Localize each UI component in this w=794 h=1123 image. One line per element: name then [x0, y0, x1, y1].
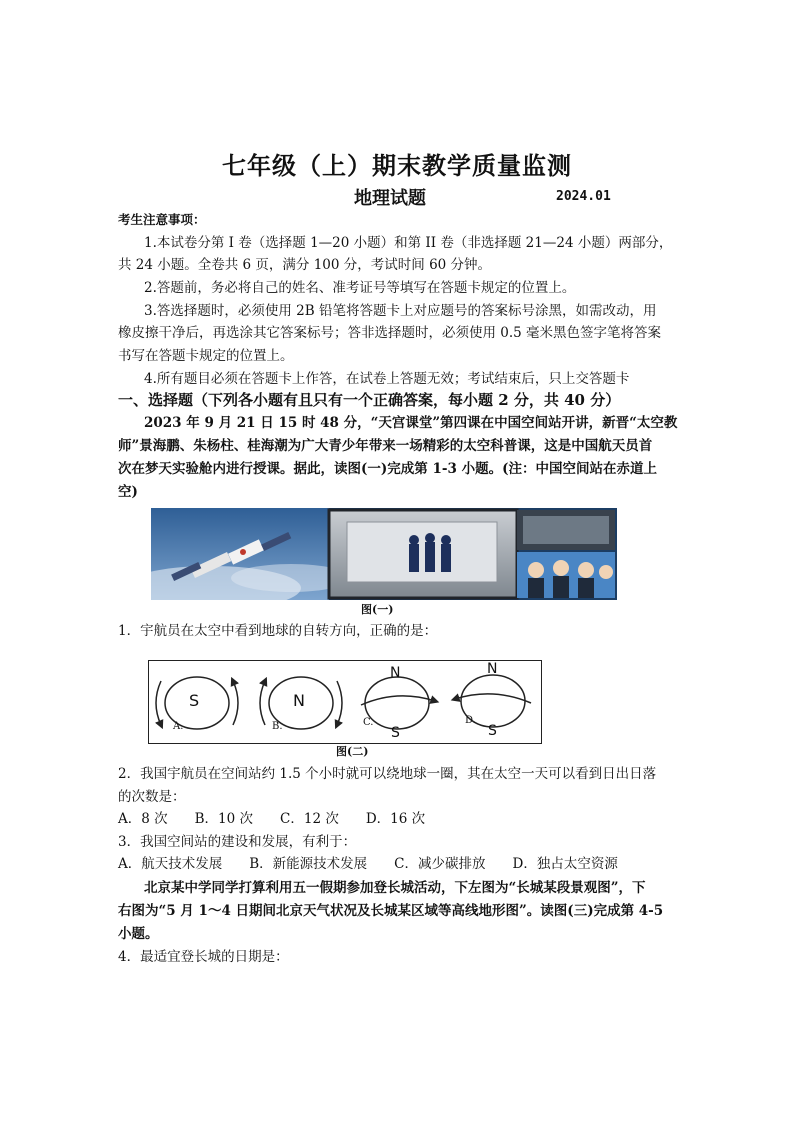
option-d-label: D. — [465, 715, 476, 726]
option-b-label: B. — [272, 721, 283, 732]
question-2-options: A．8 次 B．10 次 C．12 次 D．16 次 — [118, 811, 426, 827]
question-2-cont: 的次数是： — [118, 789, 186, 805]
intro-line: 次在梦天实验舱内进行授课。据此，读图(一)完成第 1-3 小题。(注：中国空间站在赤道上 — [118, 461, 657, 477]
exam-date: 2024.01 — [556, 189, 611, 204]
question-4: 4．最适宜登长城的日期是： — [118, 949, 289, 965]
option-d-south: S — [488, 723, 497, 739]
option-c-label: C. — [363, 717, 374, 728]
question-3: 3．我国空间站的建设和发展，有利于： — [118, 834, 357, 850]
notice-line: 1.本试卷分第 I 卷（选择题 1—20 小题）和第 II 卷（非选择题 21—24 小题）两部分， — [144, 235, 673, 251]
notice-line: 书写在答题卡规定的位置上。 — [118, 348, 294, 364]
intro-line: 2023 年 9 月 21 日 15 时 48 分，“天宫课堂”第四课在中国空间站开讲，新晋“太空教 — [144, 415, 678, 431]
notice-line: 3.答选择题时，必须使用 2B 铅笔将答题卡上对应题号的答案标号涂黑，如需改动，用 — [144, 303, 657, 319]
intro2-line: 小题。 — [118, 926, 159, 942]
exam-title: 七年级（上）期末教学质量监测 — [222, 151, 572, 180]
intro2-line: 右图为“5 月 1～4 日期间北京天气状况及长城某区域等高线地形图”。读图(三)完成第 4-5 — [118, 903, 664, 919]
subject-title: 地理试题 — [354, 188, 426, 209]
question-2: 2．我国宇航员在空间站约 1.5 个小时就可以绕地球一圈，其在太空一天可以看到日出日落 — [118, 766, 657, 782]
astronauts-icon — [409, 533, 451, 572]
notice-line: 4.所有题目必须在答题卡上作答，在试卷上答题无效；考试结束后，只上交答题卡 — [144, 371, 630, 387]
intro-line: 师”景海鹏、朱杨柱、桂海潮为广大青少年带来一场精彩的太空科普课，这是中国航天员首 — [118, 438, 653, 454]
notice-line: 橡皮擦干净后，再选涂其它答案标号；答非选择题时，必须使用 0.5 毫米黑色签字笔将答案 — [118, 325, 662, 341]
section-title: 一、选择题（下列各小题有且只有一个正确答案，每小题 2 分，共 40 分） — [118, 391, 621, 409]
figure-1-photo — [151, 508, 617, 600]
question-1: 1．宇航员在太空中看到地球的自转方向，正确的是： — [118, 623, 438, 639]
question-3-options: A．航天技术发展 B．新能源技术发展 C．减少碳排放 D．独占太空资源 — [118, 856, 618, 872]
intro-line: 空) — [118, 484, 138, 500]
option-c-north: N — [390, 665, 401, 681]
option-a-label: A. — [173, 721, 184, 732]
option-d-north: N — [487, 661, 498, 677]
option-a-pole: S — [189, 691, 200, 710]
space-station-collage — [151, 508, 617, 600]
earth-rotation-options — [149, 661, 541, 743]
option-b-pole: N — [293, 691, 305, 710]
notice-line: 共 24 小题。全卷共 6 页，满分 100 分，考试时间 60 分钟。 — [118, 257, 492, 273]
figure-2-rotation-diagram — [148, 660, 542, 744]
intro2-line: 北京某中学同学打算利用五一假期参加登长城活动，下左图为“长城某段景观图”，下 — [144, 880, 646, 896]
figure-1-caption: 图(一) — [361, 603, 394, 616]
notice-heading: 考生注意事项： — [118, 212, 206, 227]
option-c-south: S — [391, 725, 400, 741]
figure-2-caption: 图(二) — [336, 745, 369, 758]
notice-line: 2.答题前，务必将自己的姓名、准考证号等填写在答题卡规定的位置上。 — [144, 280, 576, 296]
